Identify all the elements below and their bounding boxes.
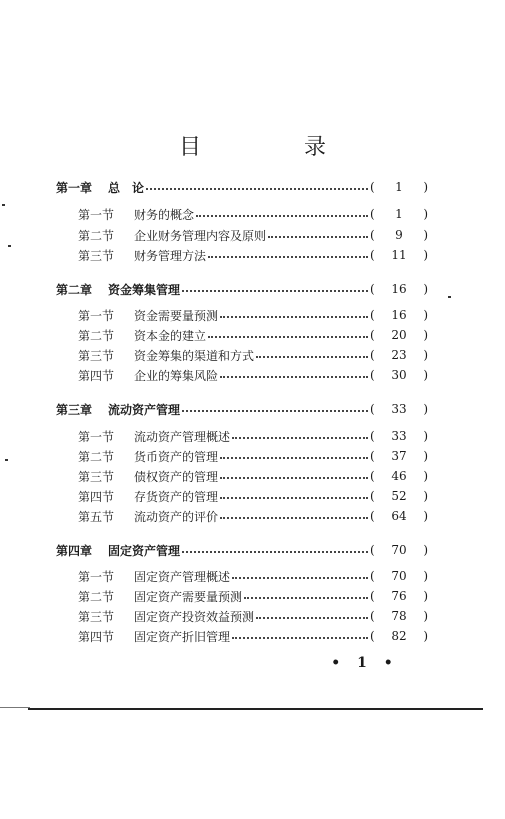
section-title: 财务的概念: [134, 207, 195, 222]
page-ref: ( 52 ): [370, 489, 428, 503]
section-title: 资金需要量预测: [134, 308, 219, 323]
leader-dots: [146, 188, 368, 190]
toc-section: [78, 427, 428, 445]
scan-speck: [5, 459, 8, 461]
leader-dots: [208, 256, 368, 258]
section-title: 固定资产投资效益预测: [134, 609, 255, 624]
section-number: 第二节: [78, 449, 115, 464]
scan-edge-line: [0, 707, 30, 708]
section-title: 资金筹集的渠道和方式: [134, 348, 255, 363]
page-ref: ( 82 ): [370, 629, 428, 643]
leader-dots: [196, 215, 368, 217]
section-title: 流动资产管理概述: [134, 429, 231, 444]
page-ref: ( 1 ): [370, 207, 428, 221]
scan-speck: [448, 296, 451, 298]
leader-dots: [220, 497, 368, 499]
page-ref: ( 23 ): [370, 348, 428, 362]
section-number: 第二节: [78, 228, 115, 243]
toc-section: [78, 366, 428, 384]
page-ref: ( 46 ): [370, 469, 428, 483]
toc-section: [78, 587, 428, 605]
leader-dots: [220, 316, 368, 318]
scan-speck: [8, 245, 11, 247]
leader-dots: [220, 477, 368, 479]
section-title: 债权资产的管理: [134, 469, 219, 484]
page-ref-number: 1: [395, 180, 403, 194]
toc-section: [78, 467, 428, 485]
page-ref: ( 78 ): [370, 609, 428, 623]
section-number: 第四节: [78, 629, 115, 644]
page-ref: ( 16 ): [370, 282, 428, 296]
page-ref-number: 1: [395, 207, 403, 221]
chapter-number: 第一章: [56, 180, 93, 195]
leader-dots: [220, 457, 368, 459]
page-title: 目 录: [179, 135, 374, 160]
page-number: • 1 •: [331, 655, 399, 671]
chapter-title: 固定资产管理: [108, 543, 181, 558]
page-ref-number: 23: [391, 348, 407, 362]
page-ref-number: 76: [391, 589, 407, 603]
leader-dots: [208, 336, 368, 338]
page-ref-number: 37: [391, 449, 407, 463]
page-ref: ( 30 ): [370, 368, 428, 382]
page-ref-number: 20: [391, 328, 407, 342]
chapter-title: 总 论: [108, 180, 145, 195]
section-title: 财务管理方法: [134, 248, 207, 263]
toc-section: [78, 607, 428, 625]
section-title: 固定资产需要量预测: [134, 589, 243, 604]
leader-dots: [182, 551, 368, 553]
page-ref-number: 46: [391, 469, 407, 483]
leader-dots: [182, 410, 368, 412]
toc-section: [78, 487, 428, 505]
toc-chapter-1: [56, 178, 428, 196]
page-ref: ( 64 ): [370, 509, 428, 523]
toc-chapter-2: [56, 280, 428, 298]
chapter-title: 资金筹集管理: [108, 282, 181, 297]
page-divider-line: [28, 708, 483, 710]
toc-section: [78, 246, 428, 264]
toc-section: [78, 226, 428, 244]
page-ref-number: 33: [391, 429, 407, 443]
section-number: 第五节: [78, 509, 115, 524]
leader-dots: [182, 290, 368, 292]
toc-section: [78, 346, 428, 364]
leader-dots: [232, 637, 368, 639]
page-ref: ( 11 ): [370, 248, 428, 262]
toc-section: [78, 306, 428, 324]
section-title: 流动资产的评价: [134, 509, 219, 524]
toc-section: [78, 326, 428, 344]
page-ref-number: 9: [395, 228, 403, 242]
section-title: 固定资产管理概述: [134, 569, 231, 584]
page-ref-number: 33: [391, 402, 407, 416]
leader-dots: [244, 597, 368, 599]
chapter-number: 第三章: [56, 402, 93, 417]
section-number: 第四节: [78, 368, 115, 383]
page-ref: ( 33 ): [370, 429, 428, 443]
page-ref-number: 30: [391, 368, 407, 382]
page-ref-number: 16: [391, 282, 407, 296]
section-number: 第三节: [78, 348, 115, 363]
page-ref-number: 82: [391, 629, 407, 643]
section-title: 企业的筹集风险: [134, 368, 219, 383]
section-number: 第三节: [78, 248, 115, 263]
leader-dots: [256, 617, 368, 619]
page-ref-number: 16: [391, 308, 407, 322]
page-ref: ( 20 ): [370, 328, 428, 342]
page-ref: ( 76 ): [370, 589, 428, 603]
section-number: 第三节: [78, 609, 115, 624]
section-number: 第一节: [78, 308, 115, 323]
section-title: 企业财务管理内容及原则: [134, 228, 267, 243]
toc-chapter-4: [56, 541, 428, 559]
toc-chapter-3: [56, 400, 428, 418]
toc-section: [78, 627, 428, 645]
chapter-number: 第四章: [56, 543, 93, 558]
page-ref-number: 64: [391, 509, 407, 523]
page-ref-number: 52: [391, 489, 407, 503]
page-ref: ( 70 ): [370, 543, 428, 557]
scan-speck: [2, 204, 5, 206]
section-number: 第一节: [78, 207, 115, 222]
section-title: 固定资产折旧管理: [134, 629, 231, 644]
toc-section: [78, 507, 428, 525]
page-ref: ( 9 ): [370, 228, 428, 242]
page-ref: ( 37 ): [370, 449, 428, 463]
leader-dots: [232, 437, 368, 439]
chapter-number: 第二章: [56, 282, 93, 297]
page-ref: ( 33 ): [370, 402, 428, 416]
page-ref: ( 70 ): [370, 569, 428, 583]
page-ref: ( 16 ): [370, 308, 428, 322]
section-number: 第二节: [78, 328, 115, 343]
page-ref-number: 70: [391, 569, 407, 583]
leader-dots: [232, 577, 368, 579]
section-number: 第四节: [78, 489, 115, 504]
leader-dots: [268, 236, 368, 238]
section-number: 第三节: [78, 469, 115, 484]
leader-dots: [220, 517, 368, 519]
section-number: 第一节: [78, 569, 115, 584]
chapter-title: 流动资产管理: [108, 402, 181, 417]
section-title: 资本金的建立: [134, 328, 207, 343]
page-ref-number: 11: [391, 248, 407, 262]
toc-section: [78, 447, 428, 465]
section-number: 第一节: [78, 429, 115, 444]
leader-dots: [220, 376, 368, 378]
section-title: 货币资产的管理: [134, 449, 219, 464]
toc-section: [78, 567, 428, 585]
toc-section: [78, 205, 428, 223]
leader-dots: [256, 356, 368, 358]
page-ref-number: 70: [391, 543, 407, 557]
page-ref-number: 78: [391, 609, 407, 623]
section-number: 第二节: [78, 589, 115, 604]
page-ref: ( 1 ): [370, 180, 428, 194]
section-title: 存货资产的管理: [134, 489, 219, 504]
